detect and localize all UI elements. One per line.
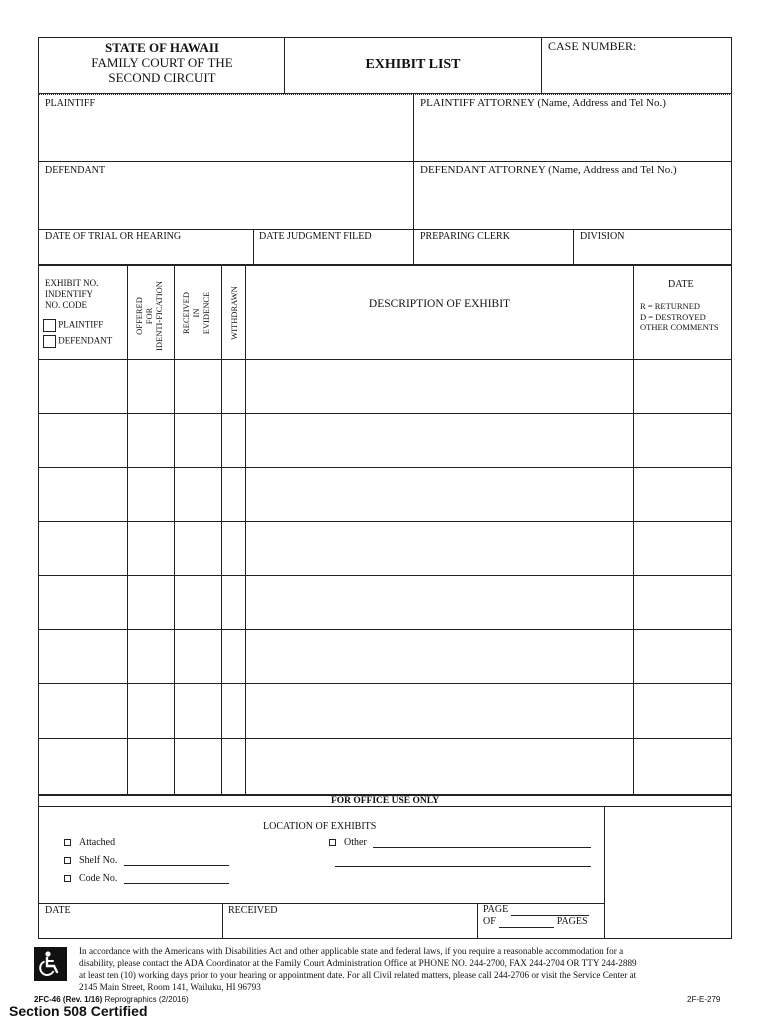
ada-line-2: disability, please contact the ADA Coordinator at the Family Court Administration Office at PHONE NO. 244-2700, FAX 244-2704 OR TTY 244-2889 [79, 958, 637, 968]
form-number-code: 2FC-46 (Rev. 1/16) [34, 995, 103, 1004]
description-header: DESCRIPTION OF EXHIBIT [368, 298, 511, 310]
pages-label: PAGES [556, 916, 588, 927]
code-option[interactable] [64, 873, 229, 884]
wheelchair-icon [34, 947, 67, 981]
ada-line-1: In accordance with the Americans with Disabilities Act and other applicable state and federal laws, if you require a reasonable accommodation for a [79, 946, 624, 956]
form-code: 2F-E-279 [687, 995, 721, 1004]
date-legend [640, 301, 719, 333]
exhibit-no-header [45, 278, 98, 311]
other-comments-code: OTHER COMMENTS [640, 322, 719, 332]
court-line-1: STATE OF HAWAII [105, 40, 219, 55]
office-right-divider [604, 806, 605, 939]
repro-date: Reprographics (2/2016) [104, 995, 189, 1004]
shelf-no-field[interactable] [124, 856, 229, 866]
parties-mid-line [38, 161, 732, 162]
table-row-line [38, 521, 732, 522]
offered-header [134, 272, 164, 360]
office-heading-line [38, 806, 732, 807]
preparing-clerk-label: PREPARING CLERK [420, 231, 510, 242]
returned-code: R = RETURNED [640, 301, 701, 311]
code-no-field[interactable] [124, 874, 229, 884]
date-of-trial-label: DATE OF TRIAL OR HEARING [45, 231, 182, 242]
col-line-2 [174, 265, 175, 795]
location-label: LOCATION OF EXHIBITS [263, 821, 377, 832]
col-line-3 [221, 265, 222, 795]
offered-line-1: OFFERED [134, 297, 144, 335]
code-checkbox[interactable] [64, 875, 71, 882]
info-divider-2 [413, 229, 414, 265]
other-label: Other [344, 837, 367, 848]
header-divider-2 [541, 37, 542, 94]
plaintiff-checkbox[interactable] [43, 319, 56, 332]
received-line-3: EVIDENCE [201, 291, 211, 335]
table-row-line [38, 467, 732, 468]
ada-notice [79, 945, 637, 993]
info-row-top [38, 229, 732, 230]
section-508-certified: Section 508 Certified [9, 1003, 148, 1019]
other-field-line-2[interactable] [335, 866, 591, 867]
table-row-line [38, 738, 732, 739]
plaintiff-label: PLAINTIFF [45, 98, 96, 109]
date-header: DATE [668, 279, 694, 290]
ada-line-4: 2145 Main Street, Room 141, Wailuku, HI 96793 [79, 982, 261, 992]
table-row-line [38, 629, 732, 630]
page-label: PAGE [483, 904, 509, 915]
case-number-label: CASE NUMBER: [548, 39, 637, 53]
other-field[interactable] [373, 838, 591, 848]
of-pages-input[interactable] [499, 918, 554, 928]
defendant-label: DEFENDANT [45, 165, 105, 176]
table-row-line [38, 575, 732, 576]
attached-option[interactable] [64, 837, 115, 848]
other-option[interactable] [329, 837, 591, 848]
plaintiff-option-label: PLAINTIFF [58, 319, 104, 330]
shelf-label: Shelf No. [79, 855, 118, 866]
table-row-line [38, 413, 732, 414]
court-line-2: FAMILY COURT OF THE [91, 55, 233, 70]
form-title: EXHIBIT LIST [365, 57, 461, 72]
info-divider-1 [253, 229, 254, 265]
exhibit-no-line-1: EXHIBIT NO. [45, 278, 99, 288]
plaintiff-attorney-label: PLAINTIFF ATTORNEY (Name, Address and Tel No.) [420, 97, 666, 109]
of-label: OF [483, 916, 496, 927]
col-line-1 [127, 265, 128, 795]
received-line-1: RECEIVED [181, 291, 191, 335]
division-label: DIVISION [580, 231, 625, 242]
office-bottom-div-2 [477, 903, 478, 939]
office-received-label: RECEIVED [228, 905, 278, 916]
destroyed-code: D = DESTROYED [640, 311, 706, 322]
table-row-line [38, 683, 732, 684]
plaintiff-option[interactable] [43, 319, 103, 332]
defendant-attorney-label: DEFENDANT ATTORNEY (Name, Address and Tel No.) [420, 164, 677, 176]
office-date-label: DATE [45, 905, 71, 916]
offered-line-2: FOR [144, 307, 154, 325]
office-frame [38, 795, 732, 939]
ada-line-3: at least ten (10) working days prior to your hearing or appointment date. For all Civil related matters, please call 244-2706 or visit the Service Center at [79, 970, 637, 980]
received-line-2: IN [191, 308, 201, 318]
attached-label: Attached [79, 837, 116, 848]
col-line-5 [633, 265, 634, 795]
exhibit-no-line-3: NO. CODE [45, 300, 87, 310]
other-checkbox[interactable] [329, 839, 336, 846]
wheelchair-icon-graphic [34, 947, 67, 981]
office-bottom-div-1 [222, 903, 223, 939]
defendant-checkbox[interactable] [43, 335, 56, 348]
exhibit-no-line-2: INDENTIFY [45, 289, 93, 299]
withdrawn-header: WITHDRAWN [229, 286, 239, 340]
code-label: Code No. [79, 873, 118, 884]
page-input[interactable] [511, 906, 589, 916]
shelf-option[interactable] [64, 855, 229, 866]
attached-checkbox[interactable] [64, 839, 71, 846]
page-line [483, 904, 589, 916]
info-divider-3 [573, 229, 574, 265]
of-pages-line [483, 916, 589, 928]
court-name [40, 40, 284, 85]
court-line-3: SECOND CIRCUIT [108, 70, 216, 85]
office-heading: FOR OFFICE USE ONLY [330, 796, 440, 806]
shelf-checkbox[interactable] [64, 857, 71, 864]
page-field [483, 904, 589, 928]
defendant-option-label: DEFENDANT [58, 335, 113, 346]
offered-line-3: IDENTI-FICATION [154, 281, 164, 351]
date-judgment-label: DATE JUDGMENT FILED [259, 231, 372, 242]
defendant-option[interactable] [43, 335, 112, 348]
received-header [181, 288, 211, 338]
col-line-4 [245, 265, 246, 795]
